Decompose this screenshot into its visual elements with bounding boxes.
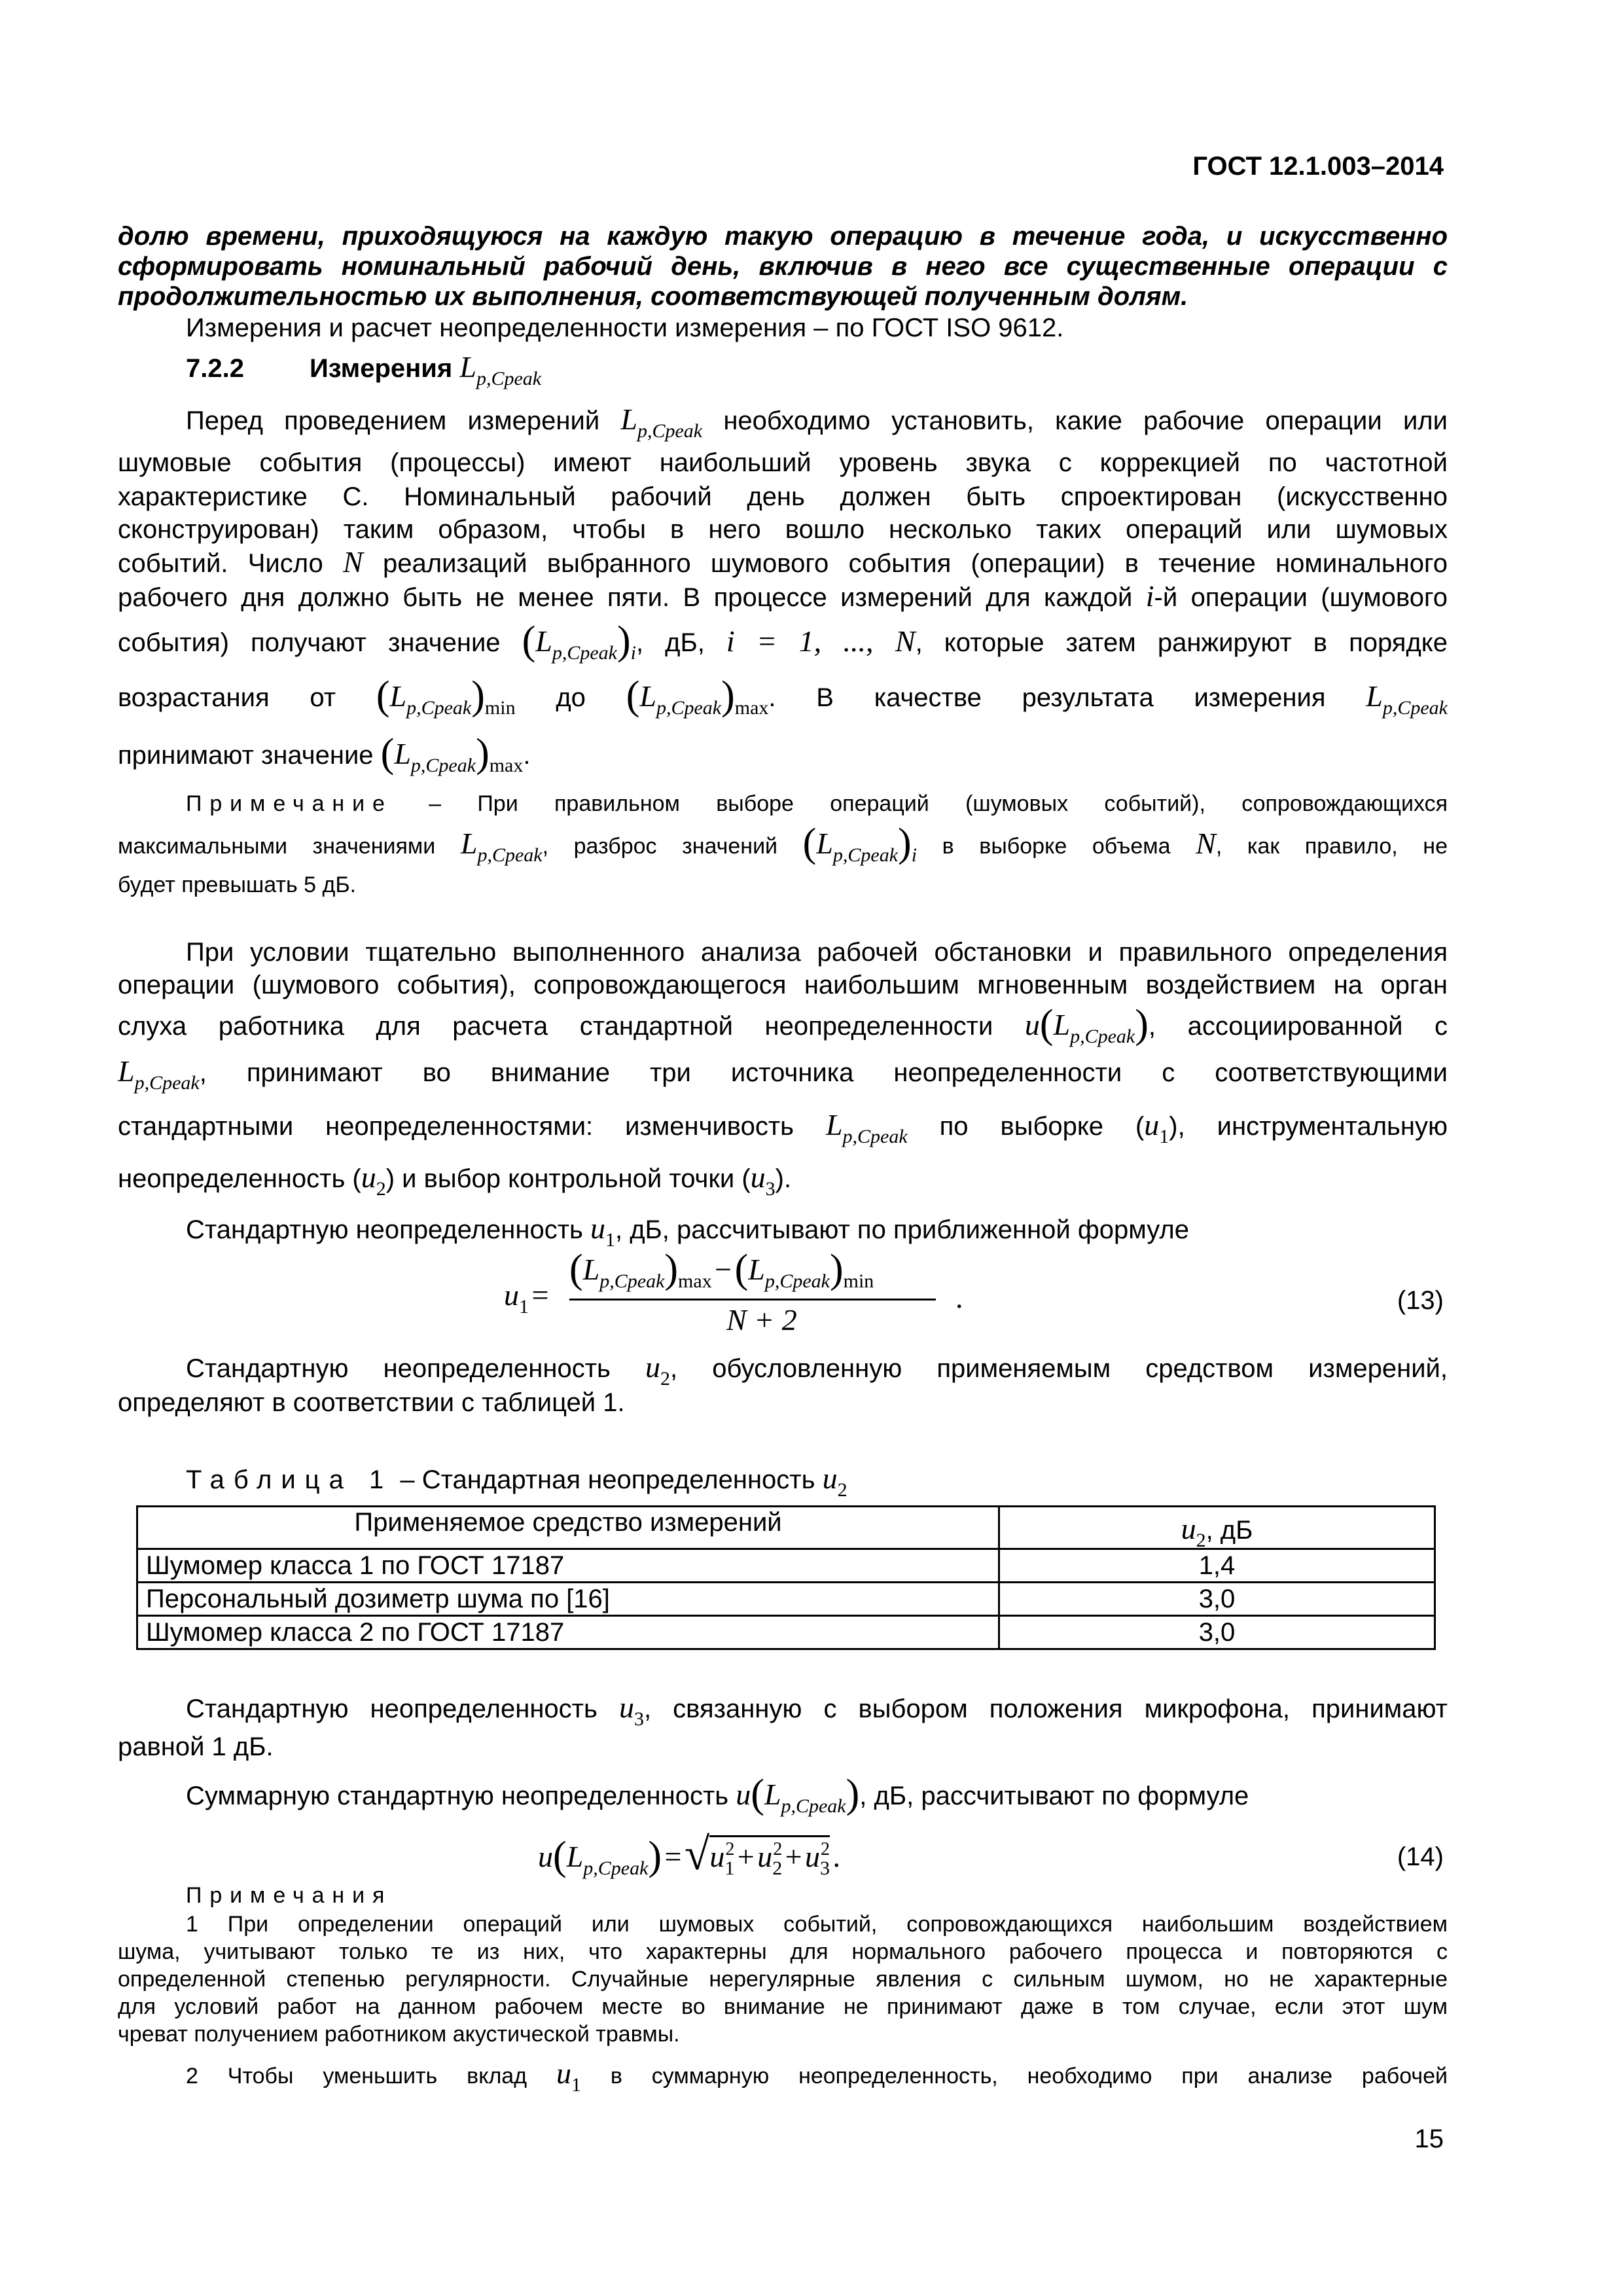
equation-13-number: (13): [1397, 1286, 1444, 1315]
table-header-u2: $u_2$, дБ: [999, 1507, 1435, 1549]
p4-line-2: определяют в соответствии с таблицей 1.: [118, 1388, 625, 1417]
p2-line-6: неопределенность $(u_2)$ и выбор контрольной точки $(u_3)$.: [118, 1160, 792, 1200]
note2-1-line-3: определенной степенью регулярности. Случайные нерегулярные явления с сильным шумом, но не характерные: [118, 1967, 1448, 1992]
intro-line-2: сформировать номинальный рабочий день, включив в него все существенные операции с: [118, 252, 1448, 281]
equation-14-number: (14): [1397, 1842, 1444, 1871]
p2-line-1: При условии тщательно выполненного анализа рабочей обстановки и правильного определения: [186, 938, 1448, 967]
notes-label: Примечания: [186, 1883, 393, 1908]
p2-line-3: слуха работника для расчета стандартной неопределенности $u(L_{p,Cpeak})$, ассоциированной с: [118, 1002, 1448, 1047]
table-cell-instrument: Шумомер класса 2 по ГОСТ 17187: [137, 1616, 999, 1649]
note1-line-3: будет превышать 5 дБ.: [118, 872, 357, 897]
page-number: 15: [1414, 2125, 1444, 2153]
p5-line-2: равной 1 дБ.: [118, 1732, 274, 1761]
note1-line-2: максимальными значениями Lp,Cpeak, разброс значений (Lp,Cpeak)i в выборке объема N, как правило, не: [118, 821, 1448, 866]
p1-line-5: событий. Число N реализаций выбранного шумового события (операции) в течение номинального: [118, 545, 1448, 579]
p1-line-4: сконструирован) таким образом, чтобы в него вошло несколько таких операций или шумовых: [118, 515, 1448, 544]
standard-header: ГОСТ 12.1.003–2014: [1192, 152, 1444, 181]
p1-line-7: события) получают значение $(L_{p,Cpeak})_i$, дБ, i = 1, ..., N, которые затем ранжируют в порядке: [118, 619, 1448, 664]
table-row: [137, 1583, 1435, 1616]
table-cell-instrument: Шумомер класса 1 по ГОСТ 17187: [137, 1549, 999, 1583]
p1-line-9: принимают значение $(L_{p,Cpeak})_{max}$.: [118, 731, 531, 776]
table-cell-value: 3,0: [999, 1616, 1435, 1649]
p2-line-4: $L_{p,Cpeak}$, принимают во внимание три источника неопределенности с соответствующими: [118, 1054, 1448, 1094]
note2-1-line-4: для условий работ на данном рабочем месте во внимание не принимают даже в том случае, если этот шум: [118, 1994, 1448, 2019]
intro-line-3: продолжительностью их выполнения, соответствующей полученным долям.: [118, 282, 1188, 311]
table-cell-instrument: Персональный дозиметр шума по [16]: [137, 1583, 999, 1616]
note1-line-1: Примечание – При правильном выборе операций (шумовых событий), сопровождающихся: [186, 791, 1448, 816]
table-header-row: [137, 1507, 1435, 1549]
p1-line-2: шумовые события (процессы) имеют наибольший уровень звука с коррекцией по частотной: [118, 448, 1448, 477]
symbol-sub: p,Cpeak: [476, 368, 542, 389]
table-row: [137, 1616, 1435, 1649]
p1-line-6: рабочего дня должно быть не менее пяти. В процессе измерений для каждой i-й операции (шумового: [118, 579, 1448, 613]
p5-line-1: Стандартную неопределенность $u_3$, связанную с выбором положения микрофона, принимают: [186, 1691, 1448, 1730]
note2-1-line-1: 1 При определении операций или шумовых событий, сопровождающихся наибольшим воздействием: [186, 1912, 1448, 1937]
table-cell-value: 1,4: [999, 1549, 1435, 1583]
equation-14: u(Lp,Cpeak) = √u12 + u22 + u32 .: [538, 1826, 840, 1882]
uncertainty-table: [136, 1505, 1436, 1650]
symbol-L: L: [459, 350, 476, 384]
table-header-instrument: Применяемое средство измерений: [137, 1507, 999, 1549]
table-caption: Таблица 1 – Стандартная неопределенность $u_2$: [186, 1462, 847, 1501]
note2-1-line-5: чреват получением работником акустической травмы.: [118, 2022, 680, 2047]
note2-1-line-2: шума, учитывают только те из них, что характерны для нормального рабочего процесса и повторяются с: [118, 1939, 1448, 1964]
measure-reference: Измерения и расчет неопределенности измерения – по ГОСТ ISO 9612.: [186, 314, 1064, 342]
p2-line-5: стандартными неопределенностями: изменчивость $L_{p,Cpeak}$ по выборке $(u_1)$, инструментальную: [118, 1108, 1448, 1147]
p1-line-3: характеристике С. Номинальный рабочий день должен быть спроектирован (искусственно: [118, 482, 1448, 511]
p2-line-2: операции (шумового события), сопровождающегося наибольшим мгновенным воздействием на орган: [118, 971, 1448, 999]
section-number: 7.2.2: [186, 354, 244, 383]
table-row: [137, 1549, 1435, 1583]
p6-line: Суммарную стандартную неопределенность $u(L_{p,Cpeak})$, дБ, рассчитывают по формуле: [186, 1772, 1249, 1817]
p3-line: Стандартную неопределенность $u_1$, дБ, рассчитывают по приближенной формуле: [186, 1211, 1189, 1251]
table-cell-value: 3,0: [999, 1583, 1435, 1616]
section-title: Измерения: [309, 354, 453, 383]
p1-line-1: Перед проведением измерений $L_{p,Cpeak}$ необходимо установить, какие рабочие операции или: [186, 403, 1448, 442]
equation-13: u1 = (Lp,Cpeak)max − (Lp,Cpeak)min . N + 2: [504, 1247, 963, 1336]
section-heading: [186, 351, 541, 387]
intro-line-1: долю времени, приходящуюся на каждую такую операцию в течение года, и искусственно: [118, 222, 1448, 251]
p4-line-1: Стандартную неопределенность $u_2$, обусловленную применяемым средством измерений,: [186, 1350, 1448, 1390]
p1-line-8: возрастания от $(L_{p,Cpeak})_{min}$ до $(L_{p,Cpeak})_{max}$. В качестве результата измерения $L_{p,Cpeak}$: [118, 673, 1448, 719]
note2-2-line-1: 2 Чтобы уменьшить вклад u1 в суммарную неопределенность, необходимо при анализе рабочей: [186, 2056, 1448, 2096]
